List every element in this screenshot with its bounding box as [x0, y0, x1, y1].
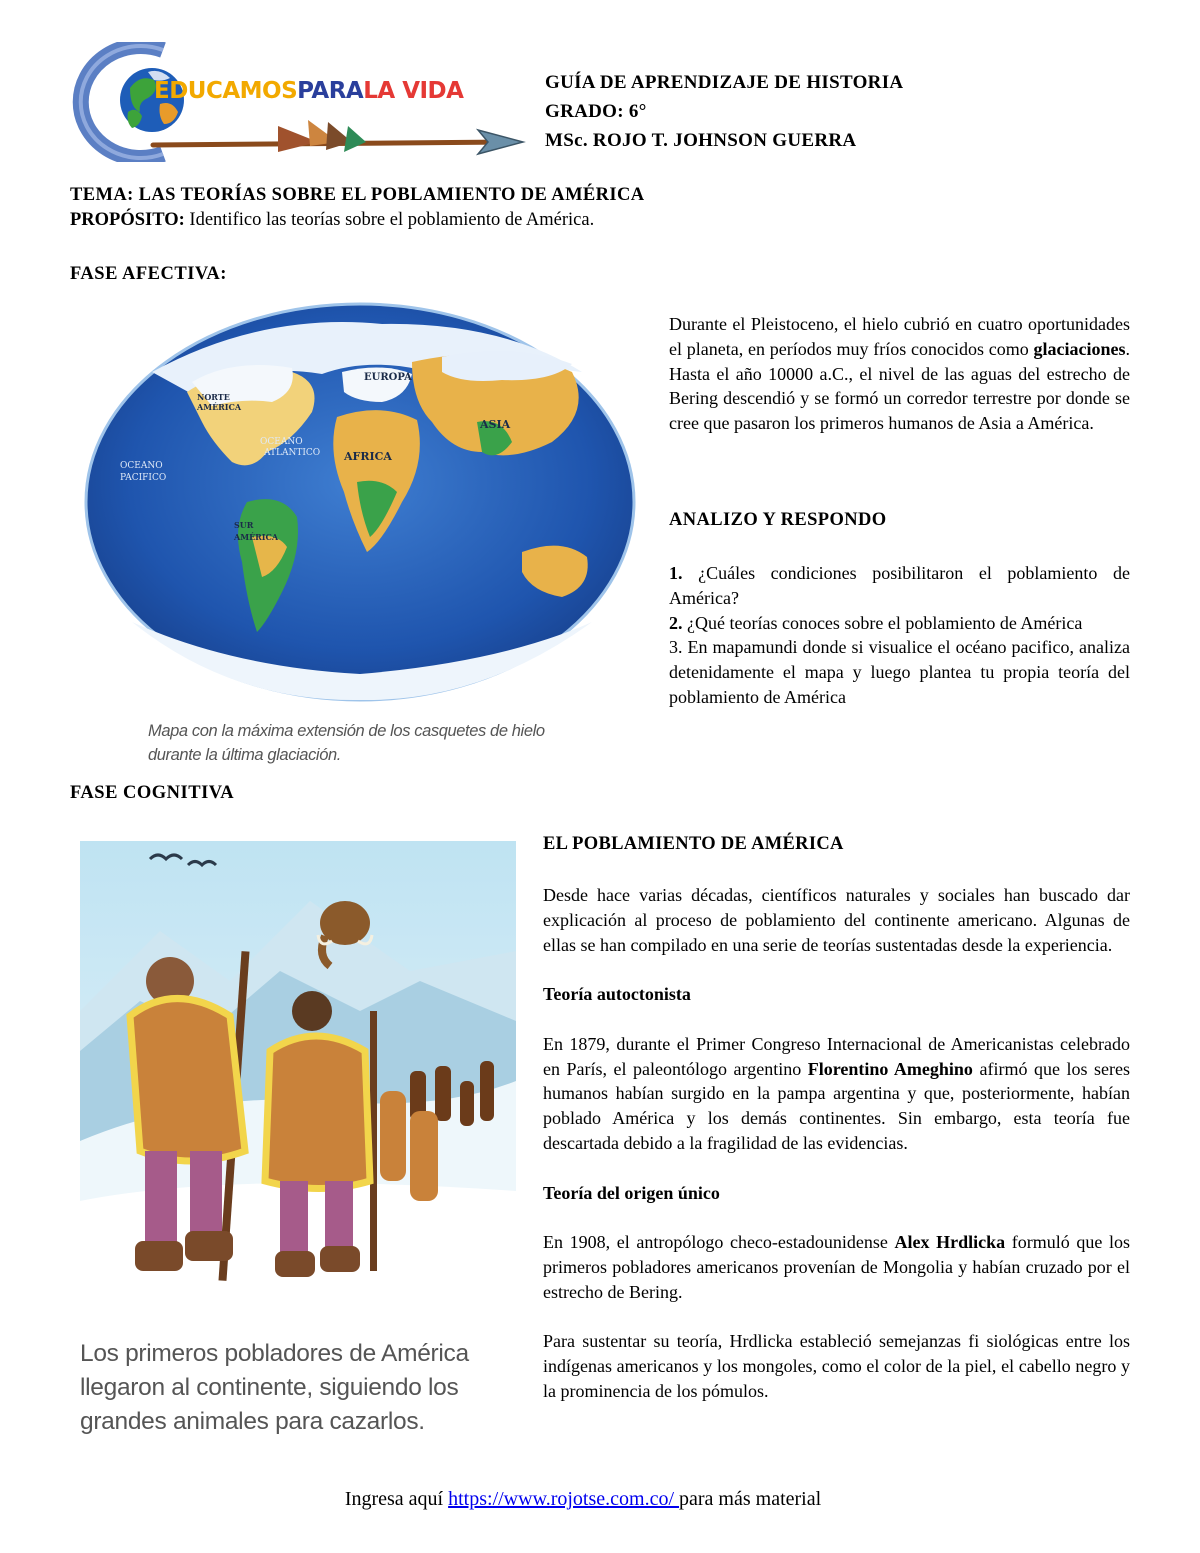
settlers-svg [80, 841, 516, 1315]
settlement-section-title: EL POBLAMIENTO DE AMÉRICA [543, 834, 844, 854]
purpose-line [70, 208, 645, 233]
question-text: ¿Cuáles condiciones posibilitaron el poblamiento de América? [669, 563, 1130, 608]
question-item [669, 635, 1130, 709]
questions-list [669, 561, 1130, 710]
map-label-asia: ASIA [480, 418, 511, 431]
map-label-africa: AFRICA [344, 450, 392, 463]
map-label-north-america: NORTE [197, 392, 230, 402]
map-label-europa: EUROPA [364, 372, 412, 383]
map-caption-line2: durante la última glaciación. [148, 746, 341, 764]
world-map-svg [82, 302, 638, 712]
intro-text-before: Durante el Pleistoceno, el hielo cubrió en cuatro oportunidades el planeta, en períodos muy fríos conocidos como [669, 314, 1130, 359]
logo-word-la-vida: LA VIDA [363, 78, 464, 104]
footer [0, 1488, 1166, 1511]
map-label-pacific: OCEANO [120, 461, 163, 471]
theory-origen-unico-after: formuló que los primeros pobladores americanos provenían de Mongolia y habían cruzado por el estrecho de Bering. [543, 1232, 1130, 1302]
question-text: 3. En mapamundi donde si visualice el océano pacifico, analiza detenidamente el mapa y luego plantea tu propia teoría del poblamiento de América [669, 637, 1130, 707]
intro-text-after: . Hasta el año 10000 a.C., el nivel de las aguas del estrecho de Bering descendió y se formó un corredor terrestre por donde se cree que pasaron los primeros humanos de Asia a América. [669, 338, 1130, 434]
intro-glaciaciones: glaciaciones [1033, 338, 1126, 359]
first-settlers-illustration [80, 841, 516, 1315]
map-label-south-america: SUR [234, 520, 254, 530]
illustration-caption-line: Los primeros pobladores de América [80, 1340, 469, 1367]
map-label-north-america-2: AMÉRICA [197, 402, 242, 412]
cognitive-text-column [543, 883, 1130, 1404]
pleistocene-paragraph [669, 312, 1130, 436]
logo-word-para: PARA [297, 78, 364, 104]
map-caption-line1: Mapa con la máxima extensión de los casquetes de hielo [148, 722, 545, 740]
ameghino-name: Florentino Ameghino [807, 1058, 973, 1079]
intro-paragraph: Desde hace varias décadas, científicos naturales y sociales han buscado dar explicación al proceso de poblamiento del continente americano. Algunas de ellas se han compilado en una serie de teorías sustentadas desde la experiencia. [543, 885, 1130, 955]
map-label-atlantic-2: ATLANTICO [264, 448, 321, 458]
footer-text-after: para más material [679, 1488, 822, 1510]
affective-phase-title: FASE AFECTIVA: [70, 264, 227, 284]
ice-age-world-map [82, 302, 638, 712]
purpose-text: Identifico las teorías sobre el poblamiento de América. [184, 210, 595, 230]
logo [68, 42, 528, 162]
logo-text [154, 78, 463, 104]
footer-text-before: Ingresa aquí [344, 1488, 449, 1510]
map-caption [148, 719, 545, 767]
theory-origen-unico-paragraph [543, 1230, 1130, 1304]
hrdlicka-name: Alex Hrdlicka [894, 1232, 1006, 1253]
grade-label: GRADO: 6° [545, 101, 647, 122]
question-item [669, 611, 1130, 636]
guide-header [545, 68, 903, 155]
theory-origen-unico-title: Teoría del origen único [543, 1182, 720, 1203]
map-label-atlantic: OCEANO [260, 437, 303, 447]
analyze-respond-title: ANALIZO Y RESPONDO [669, 510, 887, 530]
website-link[interactable]: https://www.rojotse.com.co/ [448, 1488, 680, 1510]
topic-block [70, 183, 645, 233]
cognitive-phase-title: FASE COGNITIVA [70, 783, 235, 803]
illustration-caption [80, 1337, 469, 1439]
theory-autoctonista-paragraph [543, 1032, 1130, 1156]
map-label-south-america-2: AMÉRICA [234, 532, 279, 542]
illustration-caption-line: llegaron al continente, siguiendo los [80, 1374, 459, 1401]
guide-title: GUÍA DE APRENDIZAJE DE HISTORIA [545, 72, 904, 93]
theory-autoctonista-after: afirmó que los seres humanos habían surgido en la pampa argentina y que, posteriormente, habían poblado América y los demás continentes. Sin embargo, esta teoría fue descartada debido a la fragilidad de las evidencias. [543, 1058, 1130, 1153]
illustration-caption-line: grandes animales para cazarlos. [80, 1408, 425, 1435]
question-number: 2. [669, 612, 683, 633]
logo-word-educamos: EDUCAMOS [154, 78, 298, 104]
theory-autoctonista-before: En 1879, durante el Primer Congreso Internacional de Americanistas celebrado en París, el paleontólogo argentino [543, 1033, 1130, 1079]
question-text: ¿Qué teorías conoces sobre el poblamiento de América [682, 612, 1083, 633]
theory-origen-unico-before: En 1908, el antropólogo checo-estadounidense [543, 1232, 895, 1253]
teacher-name: MSc. ROJO T. JOHNSON GUERRA [545, 130, 857, 151]
question-item [669, 561, 1130, 611]
purpose-label: PROPÓSITO: [70, 210, 185, 230]
question-number: 1. [669, 563, 683, 583]
map-label-pacific-2: PACIFICO [120, 473, 167, 483]
hrdlicka-evidence-paragraph: Para sustentar su teoría, Hrdlicka estableció semejanzas fi siológicas entre los indígenas americanos y los mongoles, como el color de la piel, el cabello negro y la prominencia de los pómulos. [543, 1331, 1130, 1401]
topic-title: TEMA: LAS TEORÍAS SOBRE EL POBLAMIENTO DE AMÉRICA [70, 185, 645, 205]
theory-autoctonista-title: Teoría autoctonista [543, 984, 691, 1005]
